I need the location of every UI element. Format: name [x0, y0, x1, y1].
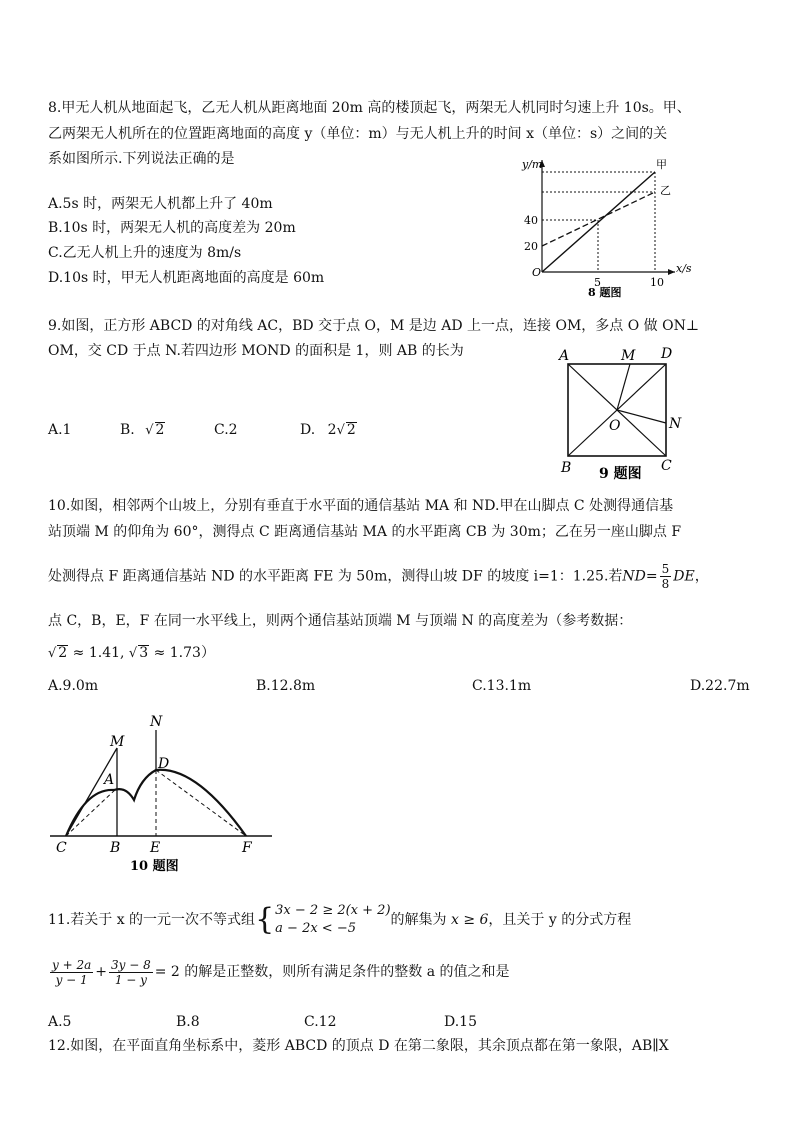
q9-option-d[interactable]: D. 2√ 2 [300, 422, 356, 438]
q10-label-e: E [150, 840, 161, 856]
q11-option-a[interactable]: A.5 [48, 1014, 72, 1030]
q11-eq-tail: = 2 的解是正整数，则所有满足条件的整数 a 的值之和是 [154, 964, 510, 980]
q8-text-line1: 8.甲无人机从地面起飞，乙无人机从距离地面 20m 高的楼顶起飞，两架无人机同时匀速上升 10s。甲、 [48, 100, 691, 116]
q10-line3-eq: = [645, 568, 658, 585]
q8-text-line3: 系如图所示.下列说法正确的是 [48, 151, 235, 167]
q10-line-df [156, 770, 246, 836]
q8-origin: O [532, 266, 542, 279]
q11-option-d[interactable]: D.15 [444, 1014, 477, 1030]
q8-label-a: 甲 [656, 158, 667, 171]
q10-label-a: A [104, 772, 115, 788]
q11-ineq1: 3x − 2 ≥ 2(x + 2) [275, 903, 391, 918]
q10-ref-end: ≈ 1.73） [149, 645, 215, 661]
q10-label-b: B [110, 840, 121, 856]
q10-label-n: N [150, 714, 163, 730]
q10-ref-rad1: 2 [58, 645, 68, 661]
q11-text-line1: 11.若关于 x 的一元一次不等式组{ 3x − 2 ≥ 2(x + 2) a − 2x < −5 的解集为 x ≥ 6，且关于 y 的分式方程 [48, 902, 632, 937]
q9-label-b: B [561, 460, 572, 476]
q10-frac-num: 5 [661, 562, 670, 576]
q10-ref-mid: ≈ 1.41, [68, 645, 129, 661]
q9-label-d: D [661, 346, 673, 362]
q10-fraction [660, 562, 672, 591]
q8-caption: 8 题图 [588, 286, 622, 299]
q11-f1-den: y − 1 [55, 972, 88, 987]
q10-option-b[interactable]: B.12.8m [256, 678, 316, 694]
q9-option-b-prefix: B. [120, 422, 135, 438]
q8-text-line2: 乙两架无人机所在的位置距离地面的高度 y（单位：m）与无人机上升的时间 x（单位：s）之间的关 [48, 126, 668, 142]
q8-x-label: x/s [676, 262, 692, 275]
q8-option-c[interactable]: C.乙无人机上升的速度为 8m/s [48, 245, 242, 261]
q10-line3-pre: 处测得点 F 距离通信基站 ND 的水平距离 FE 为 50m，测得山坡 DF 的坡度 i=1：1.25.若 [48, 568, 623, 585]
q10-option-a[interactable]: A.9.0m [48, 678, 99, 694]
q8-x-arrow-icon [668, 269, 675, 275]
q9-label-o: O [609, 418, 621, 434]
q8-label-b: 乙 [660, 184, 671, 197]
q11-plus: + [95, 964, 107, 980]
q9-caption: 9 题图 [599, 466, 642, 482]
q10-line-ca [66, 788, 117, 836]
q10-text-line1: 10.如图，相邻两个山坡上，分别有垂直于水平面的通信基站 MA 和 ND.甲在山脚点 C 处测得通信基 [48, 498, 674, 514]
q10-ref-data: √ 2 ≈ 1.41, √ 3 ≈ 1.73） [48, 645, 215, 661]
q11-f2-num: 3y − 8 [111, 957, 151, 972]
q11-f2-den: 1 − y [114, 972, 147, 987]
q11-pre: 11.若关于 x 的一元一次不等式组 [48, 912, 256, 928]
q9-label-m: M [621, 348, 636, 364]
q9-text-line1: 9.如图，正方形 ABCD 的对角线 AC，BD 交于点 O，M 是边 AD 上一点，连接 OM，多点 O 做 ON⊥ [48, 318, 700, 334]
q11-text-line2 [48, 954, 510, 990]
q9-text-line2: OM，交 CD 于点 N.若四边形 MOND 的面积是 1，则 AB 的长为 [48, 343, 464, 359]
q10-figure [46, 708, 278, 874]
q8-option-b[interactable]: B.10s 时，两架无人机的高度差为 20m [48, 220, 296, 236]
q9-option-d-coef: 2 [327, 422, 337, 438]
q11-fraction-1 [50, 958, 93, 987]
q9-option-d-prefix: D. [300, 422, 316, 438]
q10-line3-end: ， [694, 568, 709, 585]
q11-f1-num: y + 2a [52, 957, 92, 972]
q11-solution: x ≥ 6 [450, 912, 489, 928]
q8-tick-10: 10 [650, 276, 664, 289]
q9-option-d-radicand: 2 [346, 422, 356, 438]
q9-option-b-radicand: 2 [155, 422, 165, 438]
q9-option-a[interactable]: A.1 [48, 422, 72, 438]
q10-label-d: D [158, 756, 170, 772]
q12-text-line1: 12.如图，在平面直角坐标系中，菱形 ABCD 的顶点 D 在第二象限，其余顶点都在第一象限，AB∥X [48, 1038, 669, 1054]
q11-ineq2: a − 2x < −5 [275, 921, 356, 936]
q8-tick-20: 20 [524, 240, 538, 253]
q10-label-f: F [242, 840, 252, 856]
q10-line-cm [66, 748, 117, 836]
q10-label-m: M [110, 734, 125, 750]
q9-option-c[interactable]: C.2 [214, 422, 238, 438]
q10-text-line3 [48, 562, 709, 591]
q10-line3-nd: ND [622, 568, 646, 585]
q8-option-a[interactable]: A.5s 时，两架无人机都上升了 40m [48, 196, 273, 212]
q10-caption: 10 题图 [130, 859, 179, 874]
q10-text-line2: 站顶端 M 的仰角为 60°，测得点 C 距离通信基站 MA 的水平距离 CB 为 30m；乙在另一座山脚点 F [48, 524, 682, 540]
q9-option-b[interactable]: B. √ 2 [120, 422, 165, 438]
q10-option-c[interactable]: C.13.1m [472, 678, 532, 694]
q10-frac-den: 8 [661, 577, 670, 591]
q11-post: ，且关于 y 的分式方程 [488, 912, 632, 928]
q11-fraction-2 [109, 958, 153, 987]
q10-label-c: C [56, 840, 67, 856]
q9-label-n: N [669, 416, 682, 432]
q8-tick-5: 5 [594, 276, 601, 289]
q9-label-a: A [559, 348, 570, 364]
q8-tick-40: 40 [524, 214, 538, 227]
q10-line3-de: DE [673, 568, 695, 585]
q8-y-label: y/m [522, 158, 543, 171]
q9-label-c: C [661, 458, 672, 474]
q11-option-c[interactable]: C.12 [304, 1014, 337, 1030]
q11-option-b[interactable]: B.8 [176, 1014, 200, 1030]
q8-option-d[interactable]: D.10s 时，甲无人机距离地面的高度是 60m [48, 270, 325, 286]
q10-text-line4: 点 C，B，E，F 在同一水平线上，则两个通信基站顶端 M 与顶端 N 的高度差为（参考数据： [48, 613, 633, 629]
q9-figure [555, 342, 695, 482]
q10-ref-rad2: 3 [139, 645, 149, 661]
q10-option-d[interactable]: D.22.7m [690, 678, 750, 694]
q11-mid: 的解集为 [390, 912, 447, 928]
q11-system [275, 902, 390, 938]
q8-figure [510, 150, 710, 300]
